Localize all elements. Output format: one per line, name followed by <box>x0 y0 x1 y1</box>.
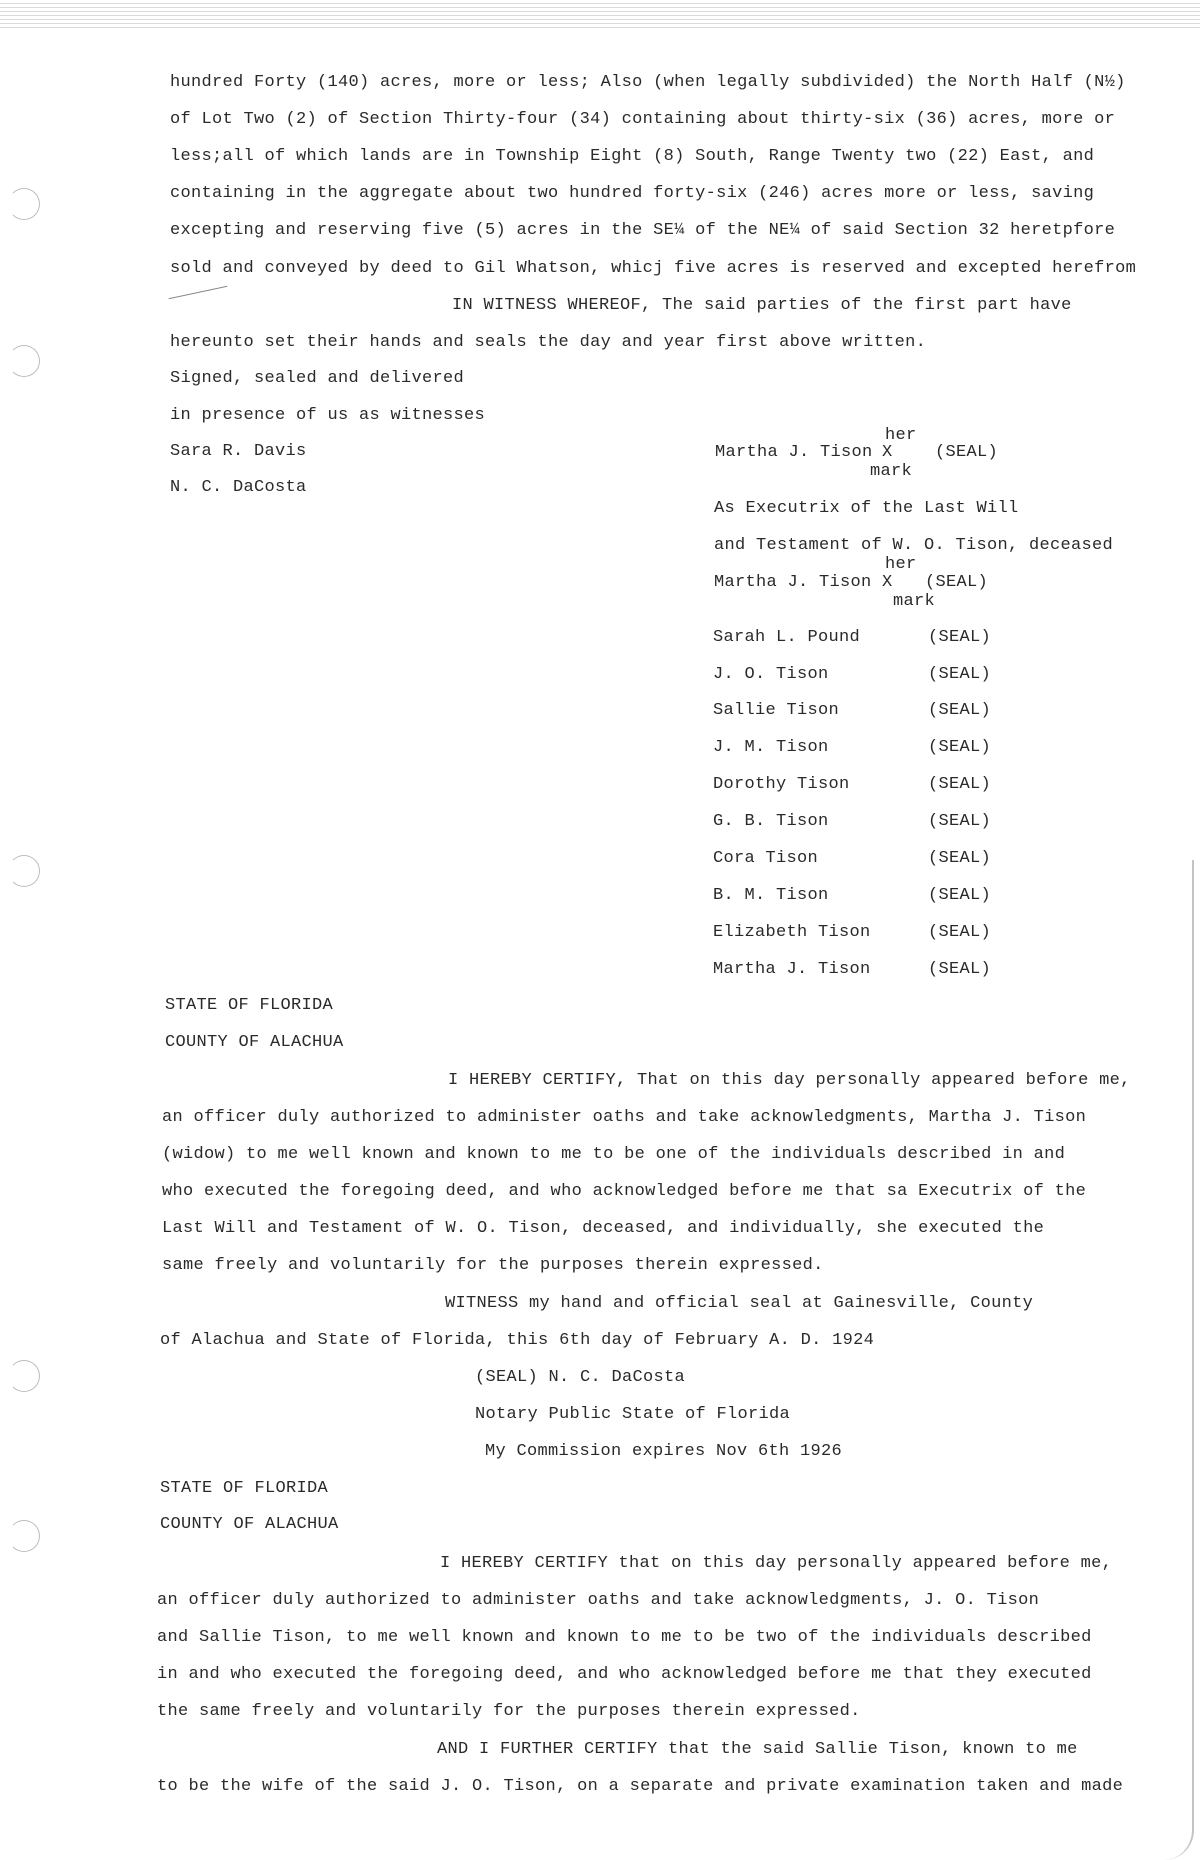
seal-label: (SEAL) <box>928 738 992 757</box>
her-label: her <box>885 426 917 445</box>
signatory-name: G. B. Tison <box>713 812 829 831</box>
ack-line: (widow) to me well known and known to me to be one of the individuals described in and <box>162 1145 1066 1164</box>
punch-hole <box>8 188 40 220</box>
ack-line: same freely and voluntarily for the purposes therein expressed. <box>162 1256 824 1275</box>
seal-label: (SEAL) <box>928 812 992 831</box>
deed-line: hereunto set their hands and seals the day and year first above written. <box>170 333 927 352</box>
state-heading: STATE OF FLORIDA <box>165 996 334 1015</box>
x-mark: X <box>882 443 893 462</box>
deed-line: less;all of which lands are in Township Eight (8) South, Range Twenty two (22) East, and <box>170 147 1095 166</box>
ack-line: in and who executed the foregoing deed, and who acknowledged before me that they executed <box>157 1665 1092 1684</box>
certify-line: I HEREBY CERTIFY, That on this day personally appeared before me, <box>448 1071 1131 1090</box>
seal-label: (SEAL) <box>928 849 992 868</box>
seal-label: (SEAL) <box>928 960 992 979</box>
seal-label: (SEAL) <box>928 775 992 794</box>
punch-hole <box>8 1520 40 1552</box>
seal-label: (SEAL) <box>928 886 992 905</box>
county-heading: COUNTY OF ALACHUA <box>160 1515 339 1534</box>
commission-expiry: My Commission expires Nov 6th 1926 <box>485 1442 843 1461</box>
signatory-name: Martha J. Tison <box>714 573 872 592</box>
signatory-name: J. M. Tison <box>713 738 829 757</box>
state-heading: STATE OF FLORIDA <box>160 1479 329 1498</box>
scan-top-band <box>0 0 1200 30</box>
seal-label: (SEAL) <box>928 701 992 720</box>
seal-label: (SEAL) <box>928 665 992 684</box>
signatory-name: Martha J. Tison <box>713 960 871 979</box>
punch-hole <box>8 1360 40 1392</box>
executrix-line: As Executrix of the Last Will <box>714 499 1019 518</box>
signatory-name: Sallie Tison <box>713 701 840 720</box>
ack-line: to be the wife of the said J. O. Tison, on a separate and private examination taken and made <box>157 1777 1124 1796</box>
signatory-name: Cora Tison <box>713 849 819 868</box>
further-certify-line: AND I FURTHER CERTIFY that the said Sallie Tison, known to me <box>437 1740 1078 1759</box>
signatory-name: B. M. Tison <box>713 886 829 905</box>
mark-label: mark <box>893 592 936 611</box>
seal-label: (SEAL) <box>928 628 992 647</box>
notary-signature: (SEAL) N. C. DaCosta <box>475 1368 686 1387</box>
punch-hole <box>8 855 40 887</box>
signatory-name: J. O. Tison <box>713 665 829 684</box>
signatory-name: Dorothy Tison <box>713 775 850 794</box>
ack-line: an officer duly authorized to administer oaths and take acknowledgments, J. O. Tison <box>157 1591 1040 1610</box>
witness-name: Sara R. Davis <box>170 442 307 461</box>
her-label: her <box>885 555 917 574</box>
witness-name: N. C. DaCosta <box>170 478 307 497</box>
seal-label: (SEAL) <box>935 443 999 462</box>
witness-whereof-line: IN WITNESS WHEREOF, The said parties of the first part have <box>452 296 1072 315</box>
deed-line: sold and conveyed by deed to Gil Whatson, whicj five acres is reserved and excepted herefrom <box>170 259 1137 278</box>
deed-line: of Lot Two (2) of Section Thirty-four (34) containing about thirty-six (36) acres, more or <box>170 110 1116 129</box>
mark-label: mark <box>870 462 913 481</box>
punch-hole <box>8 345 40 377</box>
signatory-name: Elizabeth Tison <box>713 923 871 942</box>
ack-line: and Sallie Tison, to me well known and known to me to be two of the individuals described <box>157 1628 1092 1647</box>
signatory-name: Sarah L. Pound <box>713 628 861 647</box>
certify-line: I HEREBY CERTIFY that on this day personally appeared before me, <box>440 1554 1113 1573</box>
ack-line: who executed the foregoing deed, and who acknowledged before me that sa Executrix of the <box>162 1182 1087 1201</box>
ack-line: an officer duly authorized to administer oaths and take acknowledgments, Martha J. Tison <box>162 1108 1087 1127</box>
ack-line: of Alachua and State of Florida, this 6th day of February A. D. 1924 <box>160 1331 875 1350</box>
signatory-name: Martha J. Tison <box>715 443 873 462</box>
pen-stroke <box>169 286 228 299</box>
ack-line: the same freely and voluntarily for the purposes therein expressed. <box>157 1702 861 1721</box>
page-curl-edge <box>1164 860 1194 1860</box>
seal-label: (SEAL) <box>925 573 989 592</box>
deed-line: hundred Forty (140) acres, more or less; Also (when legally subdivided) the North Half (N½) <box>170 73 1126 92</box>
signed-sealed-line: Signed, sealed and delivered <box>170 369 465 388</box>
county-heading: COUNTY OF ALACHUA <box>165 1033 344 1052</box>
x-mark: X <box>882 573 893 592</box>
notary-title: Notary Public State of Florida <box>475 1405 791 1424</box>
ack-line: Last Will and Testament of W. O. Tison, deceased, and individually, she executed the <box>162 1219 1045 1238</box>
deed-line: excepting and reserving five (5) acres in the SE¼ of the NE¼ of said Section 32 heretpfore <box>170 221 1116 240</box>
executrix-line: and Testament of W. O. Tison, deceased <box>714 536 1114 555</box>
witness-hand-line: WITNESS my hand and official seal at Gainesville, County <box>445 1294 1034 1313</box>
deed-line: containing in the aggregate about two hundred forty-six (246) acres more or less, saving <box>170 184 1095 203</box>
presence-line: in presence of us as witnesses <box>170 406 486 425</box>
seal-label: (SEAL) <box>928 923 992 942</box>
